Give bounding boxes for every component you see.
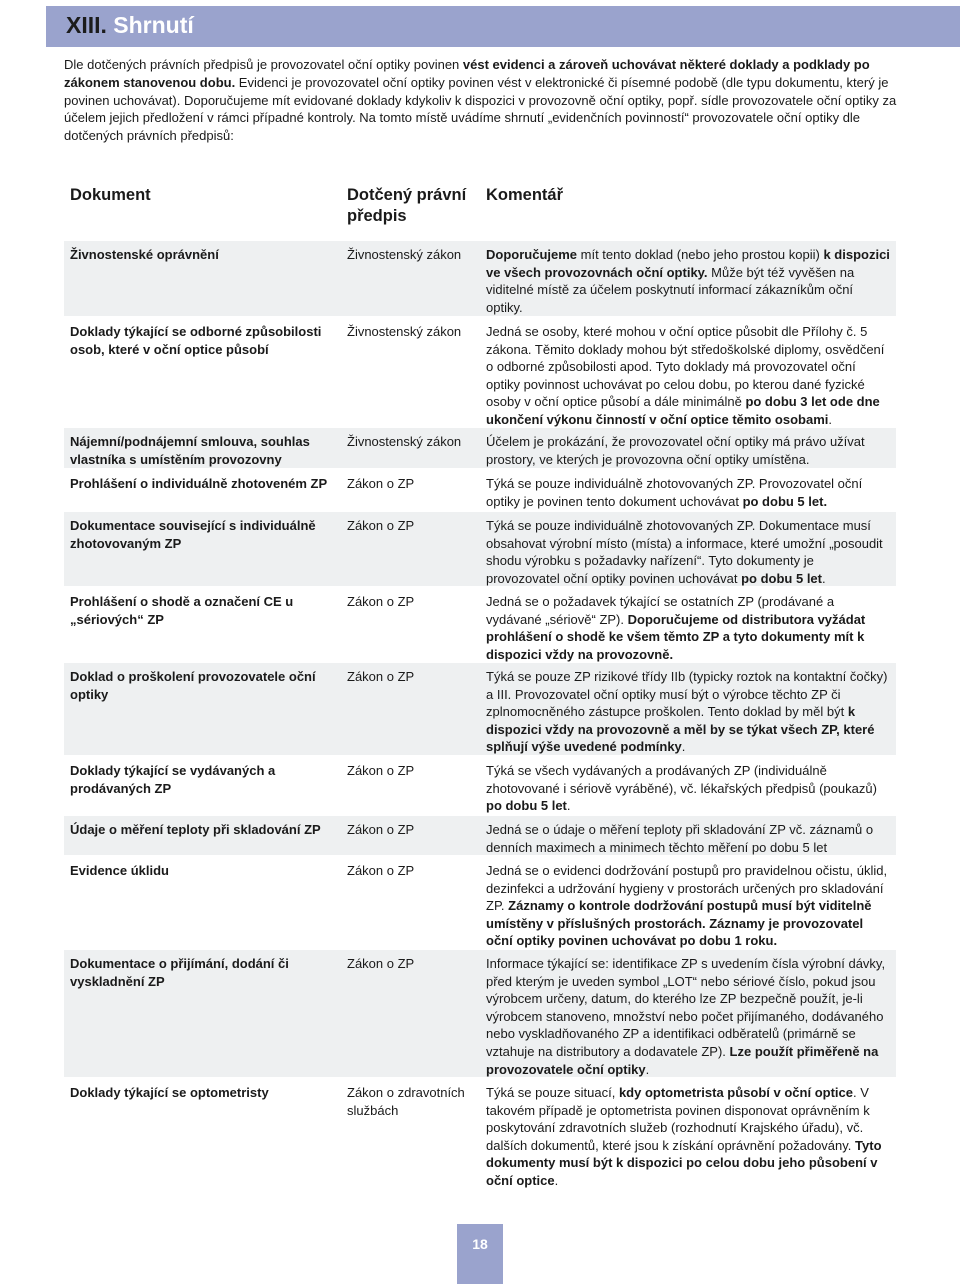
document-cell: Doklady týkající se odborné způsobilosti osob, které v oční optice působí xyxy=(70,324,322,357)
document-cell: Doklady týkající se optometristy xyxy=(70,1085,269,1100)
law-cell: Zákon o zdravotních službách xyxy=(347,1085,465,1118)
document-cell: Dokumentace o přijímání, dodání či vyskladnění ZP xyxy=(70,956,289,989)
table-row xyxy=(64,318,896,425)
section-number: XIII. xyxy=(66,12,107,38)
law-cell: Zákon o ZP xyxy=(347,594,415,609)
document-cell: Doklad o proškolení provozovatele oční optiky xyxy=(70,669,316,702)
document-cell: Údaje o měření teploty při skladování ZP xyxy=(70,822,321,837)
text-segment: Informace týkající se: identifikace ZP s uvedením čísla výrobní dávky, před kterým je uveden symbol „LOT“ nebo sériové číslo, pokud jsou výrobcem určeny, datum, do kterého lze ZP bezpečně použít, je-li výrobcem stanoveno, množství nebo počet přijímaného, dodávaného nebo vyskladňovaného ZP a identifikaci odběratelů (primárně se vztahuje na distributory a dodavatele ZP). xyxy=(486,956,886,1059)
comment-cell xyxy=(486,668,890,756)
column-header-law: Dotčený právní předpis xyxy=(347,186,467,225)
table-row xyxy=(64,816,896,855)
law-cell: Živnostenský zákon xyxy=(347,324,462,339)
column-header-document: Dokument xyxy=(70,186,151,204)
law-cell: Živnostenský zákon xyxy=(347,247,462,262)
text-segment: Doporučujeme od distributora vyžádat prohlášení o shodě ke všem těmto ZP a tyto dokumenty mít k dispozici vždy na provozovně. xyxy=(486,611,866,662)
document-cell: Živnostenské oprávnění xyxy=(70,247,219,262)
text-segment: po dobu 5 let xyxy=(741,570,822,586)
comment-cell xyxy=(486,1084,890,1190)
column-header-comment: Komentář xyxy=(486,186,564,204)
document-cell: Prohlášení o shodě a označení CE u „sériových“ ZP xyxy=(70,594,294,627)
text-segment: Týká se pouze individuálně zhotovovaných ZP. Provozovatel oční optiky je povinen tento dokument uchovávat xyxy=(486,476,863,509)
document-cell: Dokumentace související s individuálně zhotovovaným ZP xyxy=(70,518,316,551)
table-row xyxy=(64,757,896,814)
law-cell: Zákon o ZP xyxy=(347,518,415,533)
text-segment: k dispozici ve všech provozovnách oční optiky. xyxy=(486,247,890,280)
section-title-text: Shrnutí xyxy=(113,12,194,38)
comment-cell xyxy=(486,323,890,429)
text-segment: . xyxy=(566,798,571,814)
document-cell: Nájemní/podnájemní smlouva, souhlas vlastníka s umístěním provozovny xyxy=(70,434,310,467)
text-segment: . xyxy=(681,739,686,755)
text-segment: vést evidenci a zároveň uchovávat některé doklady a podklady po zákonem stanovenou dobu. xyxy=(64,57,870,90)
law-cell: Zákon o ZP xyxy=(347,822,415,837)
comment-cell xyxy=(486,955,890,1078)
text-segment: Tyto dokumenty musí být k dispozici po celou dobu jeho působení v oční optice xyxy=(486,1137,882,1188)
law-cell: Zákon o ZP xyxy=(347,956,415,971)
text-segment: . V takovém případě je optometrista povinen disponovat oprávněním k poskytování zdravotních služeb (rozhodnutí Krajského úřadu), vč. dalších dokumentů, které jsou k získání oprávnění požadovány. xyxy=(486,1085,870,1153)
document-cell: Evidence úklidu xyxy=(70,863,169,878)
comment-cell xyxy=(486,246,890,316)
text-segment: Doporučujeme xyxy=(486,247,578,262)
text-segment: Evidenci je provozovatel oční optiky povinen vést v elektronické či písemné podobě (dle typu dokumentu, který je povinen uchovávat). Doporučujeme mít evidované doklady kdykoliv k dispozici v provozovně oční optiky, popř. sídle provozovatele oční optiky za účelem jejich předložení v rámci případné kontroly. Na tomto místě uvádíme shrnutí „evidenčních povinností“ provozovatele oční optiky dle dotčených právních předpisů: xyxy=(64,74,897,144)
text-segment: Týká se pouze ZP rizikové třídy IIb (typicky roztok na kontaktní čočky) a III. Provozovatel oční optiky musí být o výrobce těchto ZP či zplnomocněného zástupce proškolen. Tento doklad by měl být xyxy=(486,669,888,720)
comment-cell xyxy=(486,517,890,587)
document-cell: Doklady týkající se vydávaných a prodávaných ZP xyxy=(70,763,276,796)
text-segment: . xyxy=(828,411,833,427)
intro-paragraph xyxy=(64,56,898,145)
text-segment: Týká se všech vydávaných a prodávaných ZP (individuálně zhotovované i sériově vyráběné), vč. lékařských předpisů (poukazů) xyxy=(486,763,877,796)
text-segment: Lze použít přiměřeně na provozovatele oční optiky xyxy=(486,1043,879,1077)
section-title xyxy=(66,12,194,39)
law-cell: Zákon o ZP xyxy=(347,669,415,684)
table-row xyxy=(64,950,896,1077)
law-cell: Živnostenský zákon xyxy=(347,434,462,449)
law-cell: Zákon o ZP xyxy=(347,763,415,778)
table-row xyxy=(64,241,896,316)
table-row xyxy=(64,1079,896,1191)
text-segment: Záznamy o kontrole dodržování postupů musí být viditelně umístěny v příslušných prostorách. Záznamy je provozovatel oční optiky povinen uchovávat po dobu 1 roku. xyxy=(486,898,872,949)
text-segment: Účelem je prokázání, že provozovatel oční optiky má právo užívat prostory, ve kterých je provozovna oční optiky umístěna. xyxy=(486,434,865,467)
page-number-box xyxy=(457,1224,503,1284)
document-cell: Prohlášení o individuálně zhotoveném ZP xyxy=(70,476,328,491)
table-row xyxy=(64,428,896,468)
text-segment: po dobu 3 let ode dne ukončení výkonu činností v oční optice těmito osobami xyxy=(486,394,880,427)
comment-cell xyxy=(486,762,890,815)
page-number: 18 xyxy=(472,1236,488,1252)
text-segment: Jedná se o evidenci dodržování postupů pro pravidelnou očistu, úklid, dezinfekci a udržování hygieny v prostorách určených pro skladování ZP. xyxy=(486,863,888,914)
comment-cell xyxy=(486,821,890,856)
text-segment: Dle dotčených právních předpisů je provozovatel oční optiky povinen xyxy=(64,57,463,72)
table-row xyxy=(64,663,896,755)
text-segment: po dobu 5 let. xyxy=(742,493,828,509)
text-segment: mít tento doklad (nebo jeho prostou kopii) xyxy=(577,247,824,262)
comment-cell xyxy=(486,433,890,468)
text-segment: Jedná se osoby, které mohou v oční optice působit dle Přílohy č. 5 zákona. Těmito doklady mohou být středoškolské diplomy, osvědčení o odborné způsobilosti apod. Tyto doklady má provozovatel oční optiky povinnost uchovávat po celou dobu, po kterou dané fyzické osoby v oční optice působí a dále minimálně xyxy=(486,324,885,410)
law-cell: Zákon o ZP xyxy=(347,476,415,491)
text-segment: Jedná se o požadavek týkající se ostatních ZP (prodávané a vydávané „sériově“ ZP). xyxy=(486,594,835,627)
text-segment: Týká se pouze situací, xyxy=(486,1085,619,1100)
text-segment: . xyxy=(645,1061,650,1077)
text-segment: k dispozici vždy na provozovně a měl by se týkat všech ZP, které splňují výše uvedené podmínky xyxy=(486,704,875,755)
table-row xyxy=(64,588,896,661)
text-segment: Jedná se o údaje o měření teploty při skladování ZP vč. záznamů o denních maximech a minimech těchto měření po dobu 5 let xyxy=(486,822,874,855)
text-segment: po dobu 5 let xyxy=(486,798,567,814)
text-segment: Může být též vyvěšen na viditelné místě za účelem poskytnutí informací zákazníkům oční optiky. xyxy=(486,264,855,315)
text-segment: kdy optometrista působí v oční optice xyxy=(618,1085,853,1100)
table-row xyxy=(64,470,896,510)
text-segment: Týká se pouze individuálně zhotovovaných ZP. Dokumentace musí obsahovat výrobní místo (místa) a informace, které umožní „posoudit shodu výrobku s požadavky nařízení“. Tyto dokumenty je provozovatel oční optiky povinen uchovávat xyxy=(486,518,883,586)
comment-cell xyxy=(486,862,890,950)
law-cell: Zákon o ZP xyxy=(347,863,415,878)
comment-cell xyxy=(486,593,890,663)
comment-cell xyxy=(486,475,890,510)
text-segment: . xyxy=(822,570,826,586)
text-segment: . xyxy=(554,1172,559,1188)
table-row xyxy=(64,857,896,948)
table-row xyxy=(64,512,896,586)
